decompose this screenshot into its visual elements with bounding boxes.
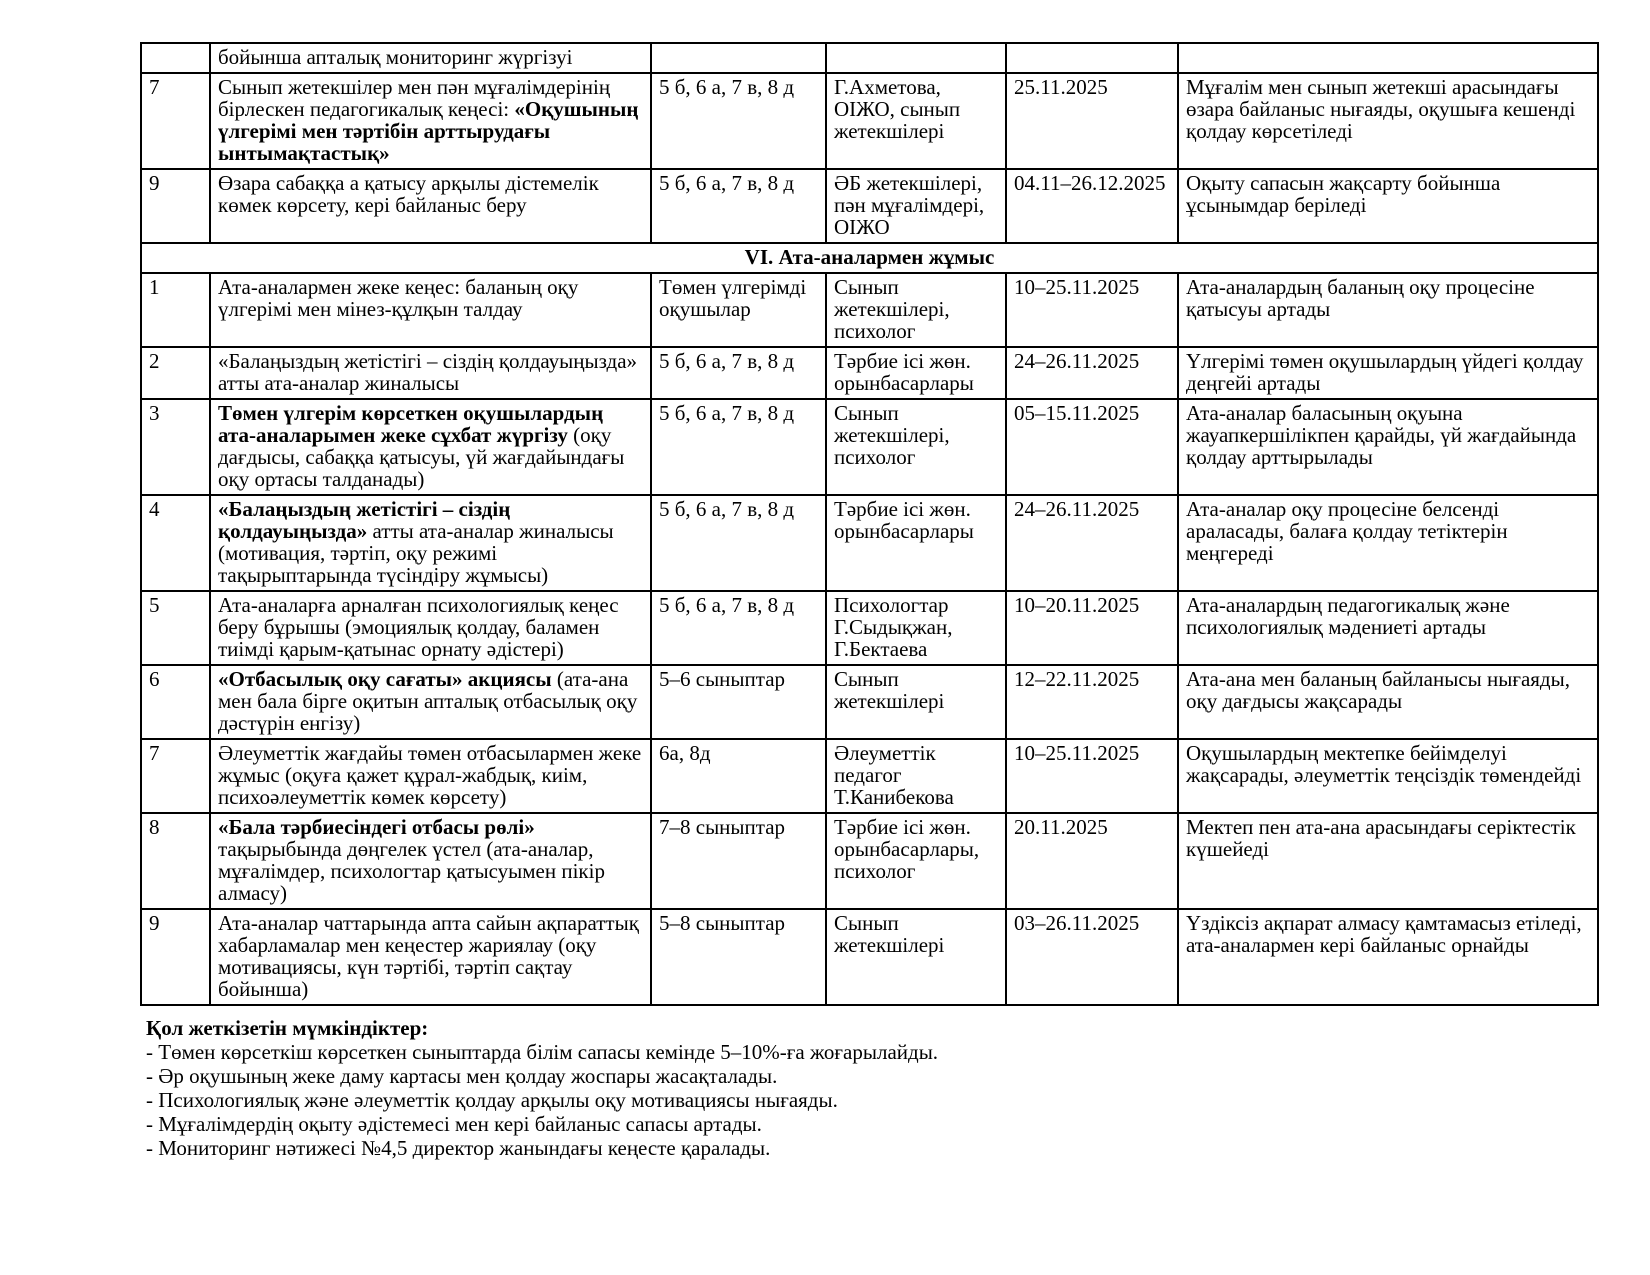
table-row	[141, 909, 1598, 1005]
cell-num: 7	[141, 739, 210, 813]
footer-heading: Қол жеткізетін мүмкіндіктер:	[146, 1016, 429, 1040]
cell-dates	[1006, 43, 1178, 73]
cell-result: Оқушылардың мектепке бейімделуі жақсарады, әлеуметтік теңсіздік төмендейді	[1178, 739, 1598, 813]
cell-resp: Тәрбие ісі жөн. орынбасарлары	[826, 347, 1006, 399]
cell-num: 6	[141, 665, 210, 739]
cell-dates: 04.11–26.12.2025	[1006, 169, 1178, 243]
desc-text-bold: «Бала тәрбиесіндегі отбасы рөлі»	[218, 815, 535, 839]
table-row	[141, 73, 1598, 169]
cell-classes	[651, 43, 826, 73]
table-row	[141, 399, 1598, 495]
desc-text: атты ата-аналар жиналысы (мотивация, тәртіп, оқу режимі тақырыптарында түсіндіру жұмысы)	[218, 519, 614, 587]
desc-text: Ата-аналарға арналған психологиялық кеңес беру бұрышы (эмоциялық қолдау, баламен тиімді қарым-қатынас орнату әдістері)	[218, 593, 619, 661]
cell-num: 5	[141, 591, 210, 665]
cell-resp: Сынып жетекшілері, психолог	[826, 399, 1006, 495]
table-row	[141, 169, 1598, 243]
cell-dates: 20.11.2025	[1006, 813, 1178, 909]
cell-result: Мектеп пен ата-ана арасындағы серіктестік күшейеді	[1178, 813, 1598, 909]
cell-classes: 5 б, 6 а, 7 в, 8 д	[651, 495, 826, 591]
table-row	[141, 813, 1598, 909]
cell-classes: 5 б, 6 а, 7 в, 8 д	[651, 169, 826, 243]
cell-num: 1	[141, 273, 210, 347]
footer-note: - Әр оқушының жеке даму картасы мен қолдау жоспары жасақталады.	[146, 1064, 778, 1088]
cell-desc	[210, 495, 651, 591]
cell-classes: 5 б, 6 а, 7 в, 8 д	[651, 591, 826, 665]
cell-desc	[210, 665, 651, 739]
cell-desc	[210, 399, 651, 495]
table-row	[141, 739, 1598, 813]
cell-dates: 03–26.11.2025	[1006, 909, 1178, 1005]
desc-text: (оқу дағдысы, сабаққа қатысуы, үй жағдайындағы оқу ортасы талданады)	[218, 423, 625, 491]
cell-dates: 12–22.11.2025	[1006, 665, 1178, 739]
footer-note: - Төмен көрсеткіш көрсеткен сыныптарда білім сапасы кемінде 5–10%-ға жоғарылайды.	[146, 1040, 939, 1064]
cell-resp: ӘБ жетекшілері, пән мұғалімдері, ОІЖО	[826, 169, 1006, 243]
cell-resp: Сынып жетекшілері, психолог	[826, 273, 1006, 347]
desc-text-bold: «Отбасылық оқу сағаты» акциясы	[218, 667, 552, 691]
document-page	[140, 42, 1597, 1160]
cell-num: 9	[141, 169, 210, 243]
footer-note: - Мұғалімдердің оқыту әдістемесі мен кері байланыс сапасы артады.	[146, 1112, 762, 1136]
footer-section	[140, 1016, 1597, 1160]
desc-text: Ата-аналармен жеке кеңес: баланың оқу үлгерімі мен мінез-құлқын талдау	[218, 275, 579, 321]
cell-num: 4	[141, 495, 210, 591]
table-row	[141, 43, 1598, 73]
section-header-row	[141, 243, 1598, 273]
cell-desc	[210, 73, 651, 169]
cell-resp: Тәрбие ісі жөн. орынбасарлары, психолог	[826, 813, 1006, 909]
footer-note: - Психологиялық және әлеуметтік қолдау арқылы оқу мотивациясы нығаяды.	[146, 1088, 838, 1112]
cell-resp	[826, 43, 1006, 73]
cell-classes: 6а, 8д	[651, 739, 826, 813]
cell-desc	[210, 347, 651, 399]
cell-dates: 05–15.11.2025	[1006, 399, 1178, 495]
desc-text: (ата-ана мен бала бірге оқитын апталық отбасылық оқу дәстүрін енгізу)	[218, 667, 638, 735]
cell-result: Үлгерімі төмен оқушылардың үйдегі қолдау деңгейі артады	[1178, 347, 1598, 399]
cell-result: Мұғалім мен сынып жетекші арасындағы өзара байланыс нығаяды, оқушыға кешенді қолдау көрсетіледі	[1178, 73, 1598, 169]
footer-note: - Мониторинг нәтижесі №4,5 директор жанындағы кеңесте қаралады.	[146, 1136, 771, 1160]
cell-num: 9	[141, 909, 210, 1005]
work-plan-table	[140, 42, 1599, 1006]
cell-resp: Психологтар Г.Сыдықжан, Г.Бектаева	[826, 591, 1006, 665]
cell-resp: Әлеуметтік педагог Т.Канибекова	[826, 739, 1006, 813]
desc-text-bold: «Балаңыздың жетістігі – сіздің қолдауыңызда»	[218, 497, 511, 543]
cell-classes: Төмен үлгерімді оқушылар	[651, 273, 826, 347]
cell-resp: Сынып жетекшілері	[826, 909, 1006, 1005]
desc-text-bold: «Оқушының үлгерімі мен тәртібін арттырудағы ынтымақтастық»	[218, 97, 639, 165]
plan-table-body	[141, 43, 1598, 1005]
cell-result: Ата-аналар баласының оқуына жауапкершілікпен қарайды, үй жағдайында қолдау арттырылады	[1178, 399, 1598, 495]
cell-num: 2	[141, 347, 210, 399]
desc-text: Сынып жетекшілер мен пән мұғалімдерінің бірлескен педагогикалық кеңесі:	[218, 75, 611, 121]
cell-dates: 25.11.2025	[1006, 73, 1178, 169]
footer-notes	[146, 1040, 1597, 1160]
desc-text: бойынша апталық мониторинг жүргізуі	[218, 45, 573, 69]
cell-num: 3	[141, 399, 210, 495]
cell-dates: 24–26.11.2025	[1006, 495, 1178, 591]
cell-desc	[210, 813, 651, 909]
cell-desc	[210, 591, 651, 665]
cell-num	[141, 43, 210, 73]
cell-classes: 5–6 сыныптар	[651, 665, 826, 739]
cell-dates: 10–25.11.2025	[1006, 739, 1178, 813]
table-row	[141, 273, 1598, 347]
cell-classes: 5 б, 6 а, 7 в, 8 д	[651, 73, 826, 169]
desc-text: Әлеуметтік жағдайы төмен отбасылармен жеке жұмыс (оқуға қажет құрал-жабдық, киім, психоәлеуметтік көмек көрсету)	[218, 741, 642, 809]
table-row	[141, 347, 1598, 399]
cell-dates: 10–20.11.2025	[1006, 591, 1178, 665]
desc-text: Өзара сабаққа а қатысу арқылы дістемелік көмек көрсету, кері байланыс беру	[218, 171, 599, 217]
cell-desc	[210, 43, 651, 73]
cell-result	[1178, 43, 1598, 73]
desc-text-bold: Төмен үлгерім көрсеткен оқушылардың ата-аналарымен жеке сұхбат жүргізу	[218, 401, 604, 447]
cell-num: 8	[141, 813, 210, 909]
cell-dates: 10–25.11.2025	[1006, 273, 1178, 347]
cell-desc	[210, 909, 651, 1005]
cell-result: Ата-аналардың баланың оқу процесіне қатысуы артады	[1178, 273, 1598, 347]
desc-text: Ата-аналар чаттарында апта сайын ақпараттық хабарламалар мен кеңестер жариялау (оқу мотивациясы, күн тәртібі, тәртіп сақтау бойынша)	[218, 911, 639, 1001]
cell-classes: 5–8 сыныптар	[651, 909, 826, 1005]
cell-result: Ата-ана мен баланың байланысы нығаяды, оқу дағдысы жақсарады	[1178, 665, 1598, 739]
cell-resp: Г.Ахметова, ОІЖО, сынып жетекшілері	[826, 73, 1006, 169]
cell-resp: Тәрбие ісі жөн. орынбасарлары	[826, 495, 1006, 591]
cell-result: Үздіксіз ақпарат алмасу қамтамасыз етіледі, ата-аналармен кері байланыс орнайды	[1178, 909, 1598, 1005]
section-title: VI. Ата-аналармен жұмыс	[141, 243, 1598, 273]
cell-result: Оқыту сапасын жақсарту бойынша ұсынымдар беріледі	[1178, 169, 1598, 243]
cell-classes: 5 б, 6 а, 7 в, 8 д	[651, 399, 826, 495]
cell-desc	[210, 739, 651, 813]
table-row	[141, 591, 1598, 665]
cell-classes: 5 б, 6 а, 7 в, 8 д	[651, 347, 826, 399]
desc-text: «Балаңыздың жетістігі – сіздің қолдауыңызда» атты ата-аналар жиналысы	[218, 349, 638, 395]
desc-text: тақырыбында дөңгелек үстел (ата-аналар, мұғалімдер, психологтар қатысуымен пікір алмасу)	[218, 837, 605, 905]
cell-desc	[210, 273, 651, 347]
cell-dates: 24–26.11.2025	[1006, 347, 1178, 399]
cell-result: Ата-аналардың педагогикалық және психологиялық мәдениеті артады	[1178, 591, 1598, 665]
cell-num: 7	[141, 73, 210, 169]
cell-result: Ата-аналар оқу процесіне белсенді араласады, балаға қолдау тетіктерін меңгереді	[1178, 495, 1598, 591]
cell-resp: Сынып жетекшілері	[826, 665, 1006, 739]
cell-desc	[210, 169, 651, 243]
table-row	[141, 495, 1598, 591]
cell-classes: 7–8 сыныптар	[651, 813, 826, 909]
table-row	[141, 665, 1598, 739]
